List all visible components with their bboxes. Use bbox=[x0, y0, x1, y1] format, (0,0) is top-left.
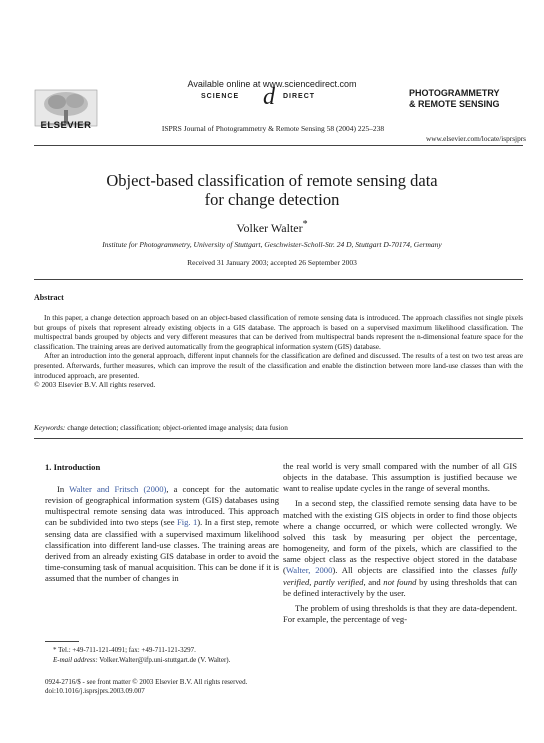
sciencedirect-right-text: DIRECT bbox=[283, 93, 316, 100]
keywords-line bbox=[34, 423, 523, 432]
sciencedirect-left-text: SCIENCE bbox=[201, 93, 240, 100]
available-online-text: Available online at www.sciencedirect.com bbox=[187, 79, 357, 89]
keywords-list: change detection; classification; object-oriented image analysis; data fusion bbox=[67, 423, 288, 432]
journal-brand bbox=[409, 88, 524, 110]
email-label: E-mail address: bbox=[53, 656, 98, 664]
received-dates: Received 31 January 2003; accepted 26 September 2003 bbox=[187, 258, 357, 267]
keywords-label: Keywords: bbox=[34, 423, 66, 432]
intro-paragraph-1-cont: the real world is very small compared with the number of all GIS objects in the database. This assumption is justified because we want to realise update cycles in the range of several months. bbox=[283, 461, 517, 494]
publisher-name: ELSEVIER bbox=[40, 120, 92, 131]
issn-line: 0924-2716/$ - see front matter © 2003 Elsevier B.V. All rights reserved. bbox=[45, 678, 248, 686]
intro-paragraph-3: The problem of using thresholds is that they are data-dependent. For example, the percentage of veg- bbox=[283, 602, 517, 625]
journal-url-link[interactable]: www.elsevier.com/locate/isprsjprs bbox=[425, 134, 526, 143]
author-footnote bbox=[45, 645, 279, 665]
abstract-paragraph-2: After an introduction into the general approach, different input channels for the classification are defined and discussed. The results of a test on two test areas are presented. Afterwards, further measures, which can improve the result of the classification and enable the distinction between more land-use classes than with the introduced approach, are presented. bbox=[34, 351, 523, 380]
article-title bbox=[44, 171, 500, 209]
citation-walter-2000-link[interactable]: Walter, 2000 bbox=[285, 565, 333, 576]
abstract-body bbox=[34, 313, 523, 390]
footnote-divider bbox=[45, 641, 79, 642]
sciencedirect-logo bbox=[195, 84, 355, 110]
issn-doi-block bbox=[45, 678, 345, 697]
right-column bbox=[283, 461, 517, 625]
footnote-tel-fax: Tel.: +49-711-121-4091; fax: +49-711-121-3297. bbox=[58, 646, 196, 654]
figure-1-link[interactable]: Fig. 1 bbox=[176, 517, 198, 528]
abstract-top-divider bbox=[34, 279, 523, 280]
header-divider bbox=[34, 145, 523, 146]
author-affiliation: Institute for Photogrammetry, University of Stuttgart, Geschwister-Scholl-Str. 24 D, Stuttgart D-70174, Germany bbox=[102, 240, 442, 249]
left-column bbox=[45, 484, 279, 584]
section-heading: 1. Introduction bbox=[45, 462, 101, 472]
abstract-copyright: © 2003 Elsevier B.V. All rights reserved. bbox=[34, 380, 156, 390]
author-name: Volker Walter bbox=[236, 221, 303, 235]
footnote-email-line bbox=[45, 655, 279, 665]
intro-paragraph-2: In a second step, the classified remote sensing data have to be matched with the existing GIS objects in order to find those objects where a change occurred, or which were collected wrongly. We solved this task by measuring per object the percentage, homogeneity, and form of the pixels, which are classified to the same object class as the respective object stored in the database (Walter, 2000). All objects are classified into the classes fully verified, partly verified, and not found by using thresholds that can be defined interactively by the user. bbox=[283, 498, 517, 598]
abstract-heading: Abstract bbox=[34, 293, 64, 302]
author-line bbox=[44, 219, 500, 236]
sciencedirect-mark-icon: d bbox=[263, 84, 275, 110]
journal-citation: ISPRS Journal of Photogrammetry & Remote Sensing 58 (2004) 225–238 bbox=[161, 124, 385, 133]
journal-brand-line2: & REMOTE SENSING bbox=[409, 99, 500, 109]
footnote-mark: * bbox=[53, 646, 57, 654]
abstract-bottom-divider bbox=[34, 438, 523, 439]
citation-walter-fritsch-link[interactable]: Walter and Fritsch (2000) bbox=[69, 484, 167, 494]
doi-link[interactable]: doi:10.1016/j.isprsjprs.2003.09.007 bbox=[45, 687, 145, 696]
title-line-1: Object-based classification of remote sensing data bbox=[106, 171, 438, 190]
intro-paragraph-1: In Walter and Fritsch (2000), a concept for the automatic revision of geographical information system (GIS) databases using multispectral remote sensing data was introduced. This approach can be subdivided into two steps (see Fig. 1). In a first step, remote sensing data are classified with a supervised maximum likelihood classification into different land-use classes. The training areas are derived from an already existing GIS database in order to avoid the time-consuming task of manual acquisition. This can be done if it is assumed that the number of changes in bbox=[45, 484, 280, 584]
author-footnote-mark[interactable]: * bbox=[302, 219, 308, 230]
abstract-paragraph-1: In this paper, a change detection approach based on an object-based classification of remote sensing data is introduced. The approach classifies not single pixels but groups of pixels that represent already existing objects in a GIS database. The approach is based on a supervised maximum likelihood classification. The multispectral bands grouped by objects and very different measures that can be derived from multispectral bands represent the n-dimensional feature space for the classification. The training areas are derived automatically from the geographical information system (GIS) database. bbox=[34, 313, 523, 351]
journal-brand-line1: PHOTOGRAMMETRY bbox=[409, 88, 500, 98]
footnote-contact bbox=[45, 645, 279, 655]
email-address-link[interactable]: Volker.Walter@ifp.uni-stuttgart.de (V. Walter). bbox=[99, 656, 231, 664]
title-line-2: for change detection bbox=[204, 190, 340, 209]
